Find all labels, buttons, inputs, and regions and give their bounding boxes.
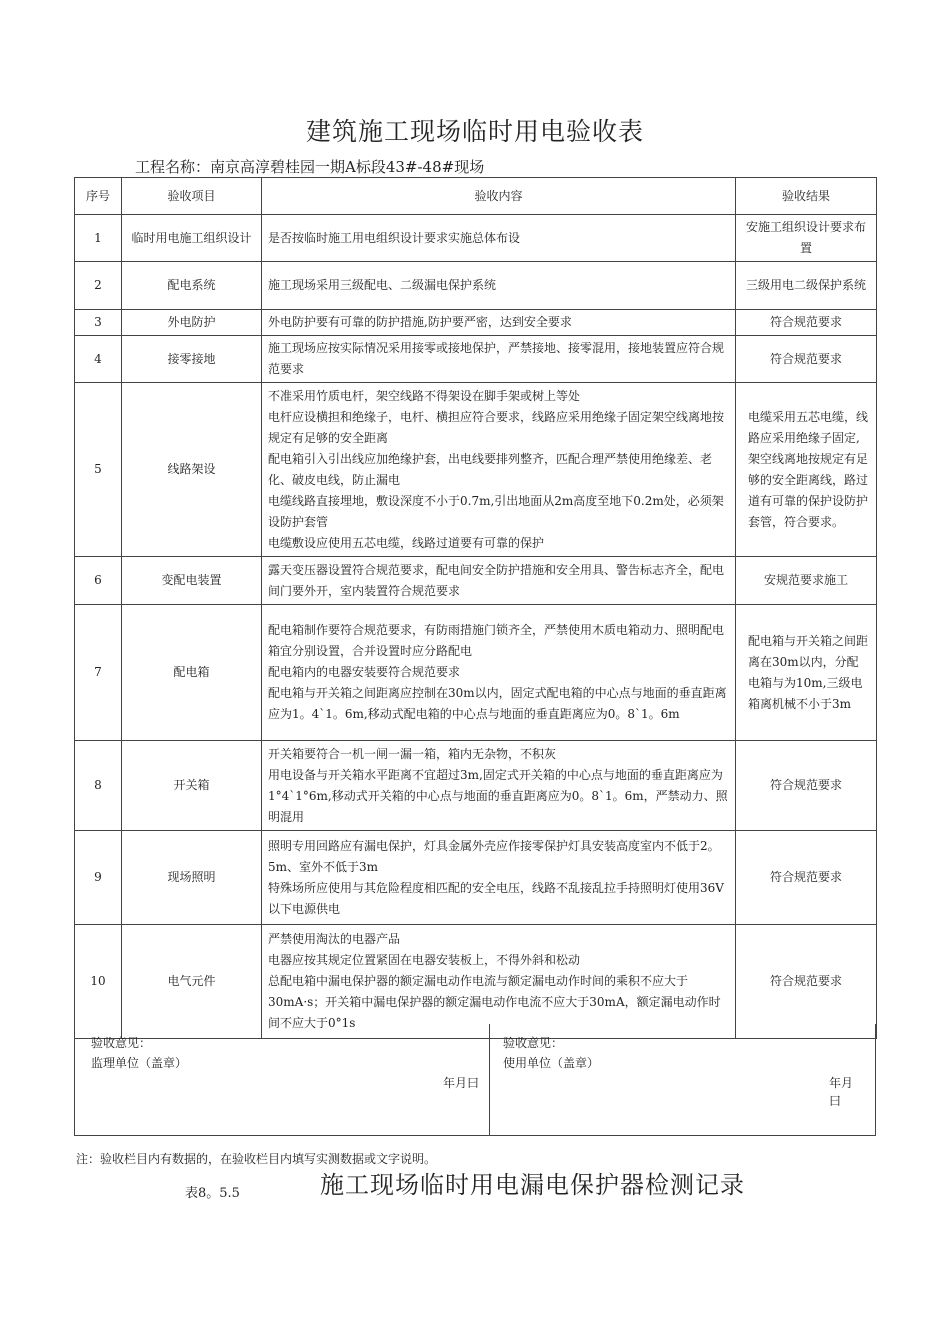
row-number: 5 (75, 383, 122, 557)
table-row (75, 925, 877, 1039)
content-line: 严禁使用淘汰的电器产品 (268, 932, 401, 946)
table-row (75, 215, 877, 262)
content-line: 照明专用回路应有漏电保护，灯具金属外壳应作接零保护灯具安装高度室内不低于2。5m、室外不低于3m (268, 838, 720, 874)
content-line: 是否按临时施工用电组织设计要求实施总体布设 (268, 230, 521, 245)
inspection-item: 临时用电施工组织设计 (122, 215, 262, 262)
inspection-content (262, 262, 736, 310)
inspection-content (262, 215, 736, 262)
project-name: 工程名称：南京高淳碧桂园一期A标段43#-48#现场 (135, 158, 485, 176)
content-line: 用电设备与开关箱水平距离不宜超过3m,固定式开关箱的中心点与地面的垂直距离应为1°4`1°6m,移动式开关箱的中心点与地面的垂直距离应为0。8`1。6m，严禁动力、照明混用 (268, 767, 728, 824)
table-row (75, 741, 877, 831)
inspection-result: 配电箱与开关箱之间距离在30m以内，分配电箱与为10m,三级电箱离机械不小于3m (736, 605, 877, 741)
inspection-result: 符合规范要求 (736, 831, 877, 925)
inspection-content (262, 741, 736, 831)
inspection-item: 外电防护 (122, 310, 262, 336)
table-row (75, 557, 877, 605)
content-line: 电器应按其规定位置紧固在电器安装板上，不得外斜和松动 (268, 953, 581, 967)
content-line: 施工现场采用三级配电、二级漏电保护系统 (268, 278, 497, 292)
content-line: 配电箱内的电器安装要符合规范要求 (268, 665, 461, 679)
row-number: 6 (75, 557, 122, 605)
content-line: 外电防护要有可靠的防护措施,防护要严密，达到安全要求 (268, 315, 572, 329)
inspection-result: 安规范要求施工 (736, 557, 877, 605)
inspection-content (262, 557, 736, 605)
user-opinion-label: 验收意见： (503, 1036, 564, 1050)
supervisor-opinion-label: 验收意见： (91, 1036, 152, 1050)
content-line: 特殊场所应使用与其危险程度相匹配的安全电压，线路不乱接乱拉手持照明灯使用36V以下电源供电 (268, 880, 724, 916)
inspection-content (262, 310, 736, 336)
table-row (75, 262, 877, 310)
inspection-item: 现场照明 (122, 831, 262, 925)
table-number: 表8。5.5 (185, 1186, 240, 1201)
footnote: 注：验收栏目内有数据的，在验收栏目内填写实测数据或文字说明。 (76, 1152, 437, 1166)
content-line: 施工现场应按实际情况采用接零或接地保护，严禁接地、接零混用，接地装置应符合规范要求 (268, 341, 725, 376)
content-line: 电杆应设横担和绝缘子，电杆、横担应符合要求，线路应采用绝缘子固定架空线离地按规定有足够的安全距离 (268, 409, 725, 445)
signature-area (74, 1024, 876, 1136)
supervisor-date-label: 年月曰 (443, 1076, 480, 1090)
next-form-title: 施工现场临时用电漏电保护器检测记录 (320, 1171, 745, 1199)
inspection-result: 符合规范要求 (736, 925, 877, 1039)
row-number: 10 (75, 925, 122, 1039)
inspection-item: 开关箱 (122, 741, 262, 831)
content-line: 配电箱制作要符合规范要求，有防雨措施门锁齐全，严禁使用木质电箱动力、照明配电箱宜分别设置，合并设置时应分路配电 (268, 623, 725, 658)
inspection-content (262, 925, 736, 1039)
inspection-result: 电缆采用五芯电缆，线路应采用绝缘子固定,架空线离地按规定有足够的安全距离线，路过道有可靠的保护设防护套管，符合要求。 (736, 383, 877, 557)
row-number: 7 (75, 605, 122, 741)
header-row (75, 178, 877, 215)
inspection-result: 符合规范要求 (736, 310, 877, 336)
inspection-item: 配电系统 (122, 262, 262, 310)
inspection-content (262, 831, 736, 925)
inspection-content (262, 336, 736, 383)
inspection-item: 接零接地 (122, 336, 262, 383)
table-row (75, 605, 877, 741)
content-line: 配电箱引入引出线应加绝缘护套，出电线要排列整齐，匹配合理严禁使用绝缘差、老化、破皮电线，防止漏电 (268, 451, 713, 487)
row-number: 4 (75, 336, 122, 383)
header-result: 验收结果 (736, 178, 877, 215)
inspection-content (262, 383, 736, 557)
inspection-content (262, 605, 736, 741)
table-row (75, 310, 877, 336)
supervisor-unit-label: 监理单位（盖章） (91, 1056, 188, 1070)
table-row (75, 336, 877, 383)
inspection-item: 配电箱 (122, 605, 262, 741)
content-line: 总配电箱中漏电保护器的额定漏电动作电流与额定漏电动作时间的乘积不应大于30mA·s；开关箱中漏电保护器的额定漏电动作电流不应大于30mA，额定漏电动作时间不应大于0°1s (268, 974, 721, 1030)
content-line: 开关箱要符合一机一闸一漏一箱，箱内无杂物，不积灰 (268, 746, 557, 761)
header-item: 验收项目 (122, 178, 262, 215)
inspection-result: 符合规范要求 (736, 336, 877, 383)
content-line: 露天变压器设置符合规范要求，配电间安全防护措施和安全用具、警告标志齐全，配电间门要外开，室内装置符合规范要求 (268, 562, 725, 598)
table-row (75, 383, 877, 557)
content-line: 电缆线路直接埋地，敷设深度不小于0.7m,引出地面从2m高度至地下0.2m处，必须架设防护套管 (268, 493, 724, 529)
content-line: 配电箱与开关箱之间距离应控制在30m以内，固定式配电箱的中心点与地面的垂直距离应为1。4`1。6m,移动式配电箱的中心点与地面的垂直距离应为0。8`1。6m (268, 686, 727, 721)
inspection-item: 变配电装置 (122, 557, 262, 605)
row-number: 9 (75, 831, 122, 925)
user-date-label: 年月曰 (829, 1076, 854, 1108)
row-number: 1 (75, 215, 122, 262)
document-title: 建筑施工现场临时用电验收表 (305, 117, 644, 146)
inspection-result: 三级用电二级保护系统 (736, 262, 877, 310)
header-content: 验收内容 (262, 178, 736, 215)
header-no: 序号 (75, 178, 122, 215)
inspection-item: 线路架设 (122, 383, 262, 557)
table-row (75, 831, 877, 925)
inspection-item: 电气元件 (122, 925, 262, 1039)
content-line: 不准采用竹质电杆，架空线路不得架设在脚手架或树上等处 (268, 388, 581, 403)
content-line: 电缆敷设应使用五芯电缆，线路过道要有可靠的保护 (268, 535, 545, 550)
row-number: 8 (75, 741, 122, 831)
row-number: 2 (75, 262, 122, 310)
user-unit-label: 使用单位（盖章） (503, 1056, 600, 1070)
signature-divider (489, 1024, 490, 1135)
acceptance-table (74, 177, 877, 1039)
row-number: 3 (75, 310, 122, 336)
inspection-result: 安施工组织设计要求布置 (736, 215, 877, 262)
inspection-result: 符合规范要求 (736, 741, 877, 831)
